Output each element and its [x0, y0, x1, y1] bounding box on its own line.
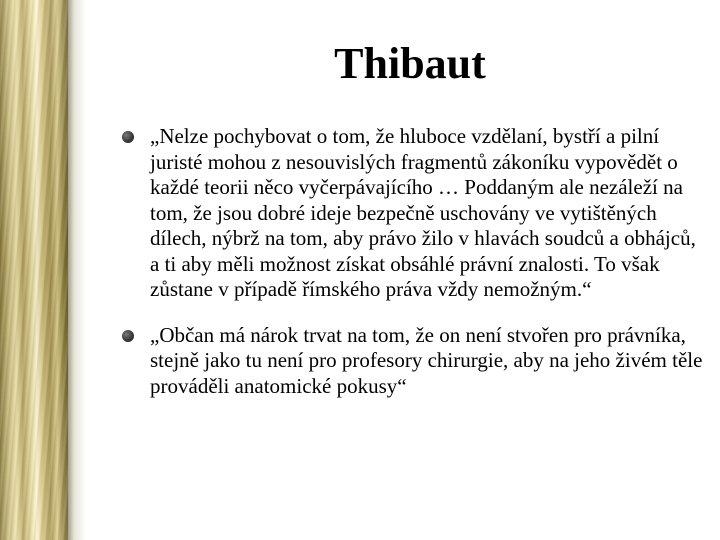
slide-title: Thibaut [334, 39, 486, 88]
bullet-item-2 [120, 323, 705, 400]
bullet-dot-icon [122, 330, 134, 342]
bullet-item-1 [120, 124, 705, 303]
decorative-gold-border [0, 0, 68, 540]
bullet-list [120, 124, 705, 399]
border-shadow [68, 0, 86, 540]
bullet-dot-icon [122, 131, 134, 143]
bullet-text-2: „Občan má nárok trvat na tom, že on není stvořen pro právníka, stejně jako tu není pro profesory chirurgie, aby na jeho živém těle prováděli anatomické pokusy“ [150, 322, 703, 398]
bullet-text-1: „Nelze pochybovat o tom, že hluboce vzdělaní, bystří a pilní juristé mohou z nesouvislých fragmentů zákoníku vypovědět o každé teorii něco vyčerpávajícího … Poddaným ale nezáleží na tom, že jsou dobré ideje bezpečně uschovány ve vytištěných dílech, nýbrž na tom, aby právo žilo v hlavách soudců a obhájců, a ti aby měli možnost získat obsáhlé právní znalosti. To však zůstane v případě římského práva vždy nemožným.“ [150, 124, 696, 301]
